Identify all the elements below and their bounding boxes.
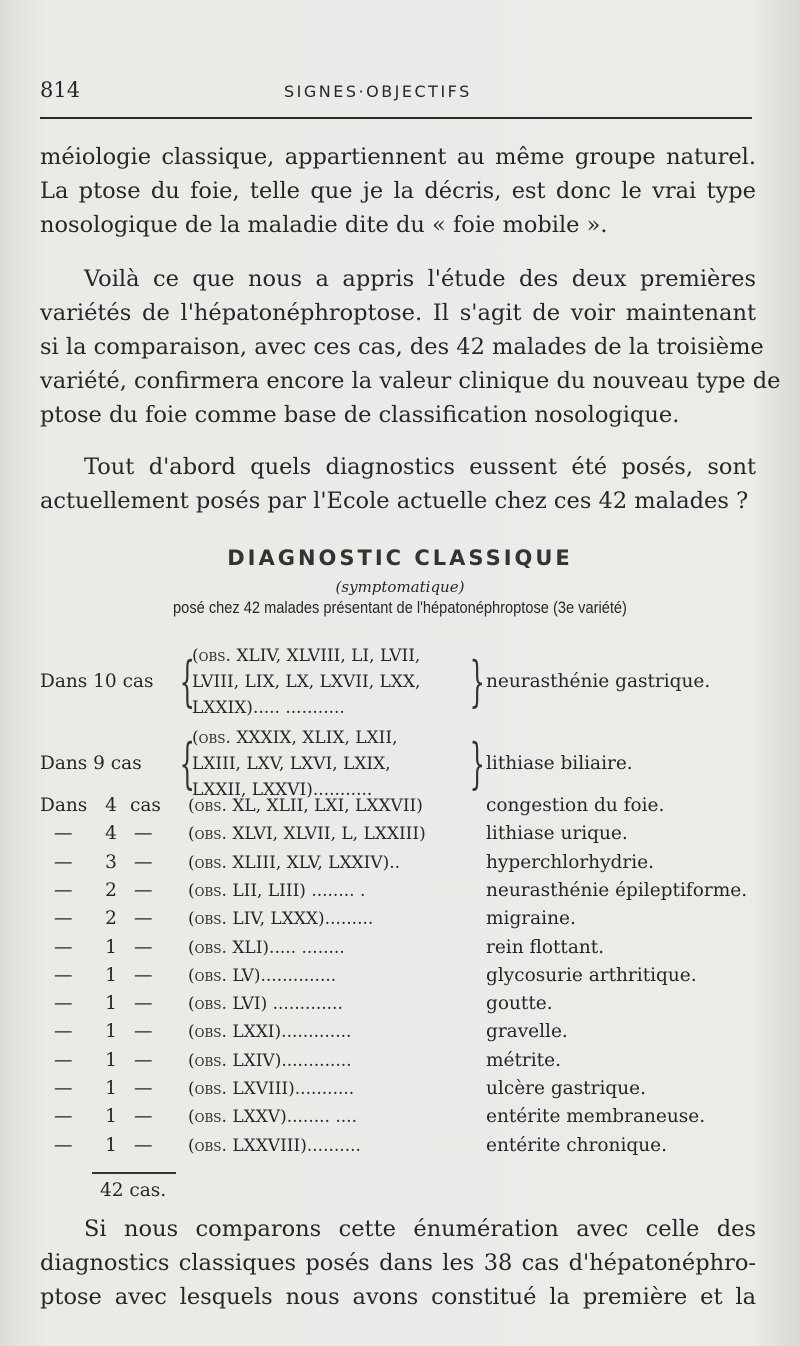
count-prefix: — — [54, 1049, 73, 1071]
obs-line: (obs. XLIV, XLVIII, LI, LVII, — [192, 646, 421, 666]
table-group — [40, 643, 760, 721]
text-line: actuellement posés par l'Ecole actuelle chez ces 42 malades ? — [40, 488, 749, 514]
count-number: 2 — [105, 908, 117, 930]
text-line: variétés de l'hépatonéphroptose. Il s'agit de voir maintenant — [40, 300, 756, 326]
count-prefix: — — [54, 993, 73, 1015]
table-row — [40, 793, 760, 819]
count-prefix: — — [54, 1078, 73, 1099]
count-prefix: — — [54, 908, 73, 930]
table-row — [40, 935, 760, 961]
observations: (obs. LV).............. — [188, 965, 337, 986]
header-rule — [40, 117, 752, 119]
group-label: Dans 10 cas — [40, 671, 154, 692]
table-row — [40, 1104, 760, 1130]
text-line: variété, confirmera encore la valeur clinique du nouveau type de — [40, 368, 781, 394]
obs-line: (obs. XXXIX, XLIX, LXII, — [192, 728, 398, 748]
count-number: 1 — [105, 1134, 117, 1156]
text-line: ptose du foie comme base de classification nosologique. — [40, 402, 680, 428]
count-suffix: — — [134, 936, 153, 958]
count-suffix: — — [134, 1049, 153, 1071]
diagnosis: goutte. — [486, 993, 553, 1015]
group-observations — [192, 725, 474, 803]
paragraph-3 — [40, 450, 756, 518]
count-suffix: — — [134, 908, 153, 930]
count-prefix: — — [54, 1021, 73, 1043]
text-line: méiologie classique, appartiennent au même groupe naturel. — [40, 144, 756, 170]
table-row — [40, 1076, 760, 1102]
table-row — [40, 850, 760, 876]
paragraph-2 — [40, 262, 781, 432]
count-suffix: cas — [130, 795, 161, 816]
text-line: nosologique de la maladie dite du « foie mobile ». — [40, 212, 608, 238]
count-number: 3 — [105, 851, 117, 873]
observations: (obs. LXXVIII).......... — [188, 1135, 361, 1156]
count-prefix: — — [54, 936, 73, 958]
observations: (obs. XLIII, XLV, LXXIV).. — [188, 852, 401, 873]
paragraph-4 — [40, 1212, 756, 1314]
count-number: 1 — [105, 993, 117, 1015]
table-group — [40, 725, 760, 803]
count-number: 1 — [105, 1049, 117, 1071]
diagnosis: ulcère gastrique. — [486, 1078, 646, 1099]
total-rule — [92, 1172, 176, 1174]
table-row — [40, 991, 760, 1017]
count-number: 1 — [105, 1078, 117, 1099]
count-number: 1 — [105, 964, 117, 986]
count-prefix: — — [54, 851, 73, 873]
obs-line: LVIII, LIX, LX, LXVII, LXX, — [192, 672, 421, 692]
diagnosis: métrite. — [486, 1049, 561, 1071]
text-line: Tout d'abord quels diagnostics eussent été posés, sont — [84, 454, 756, 480]
count-number: 4 — [105, 823, 117, 845]
text-line: diagnostics classiques posés dans les 38 cas d'hépatonéphro- — [40, 1250, 756, 1276]
left-brace-icon: { — [179, 732, 195, 795]
running-title: SIGNES·OBJECTIFS — [284, 82, 472, 101]
right-brace-icon: } — [469, 650, 485, 713]
diagnostic-condition: posé chez 42 malades présentant de l'hépatonéphroptose (3e variété) — [173, 598, 627, 617]
count-prefix: — — [54, 879, 73, 901]
diagnosis: rein flottant. — [486, 936, 605, 958]
observations: (obs. LXXV)........ .... — [188, 1107, 357, 1128]
count-prefix: Dans — [40, 795, 88, 816]
count-prefix: — — [54, 1106, 73, 1128]
count-suffix: — — [134, 964, 153, 986]
diagnosis: lithiase urique. — [486, 823, 628, 845]
observations: (obs. LXVIII)........... — [188, 1079, 355, 1099]
table-row — [40, 821, 760, 847]
diagnosis: neurasthénie épileptiforme. — [486, 879, 748, 901]
group-observations — [192, 643, 474, 721]
diagnosis: entérite membraneuse. — [486, 1106, 706, 1128]
total-count: 42 cas. — [100, 1180, 167, 1201]
table-row — [40, 878, 760, 904]
table-row — [40, 1133, 760, 1159]
count-number: 1 — [105, 936, 117, 958]
text-line: La ptose du foie, telle que je la décris, est donc le vrai type — [40, 178, 756, 204]
diagnosis: hyperchlorhydrie. — [486, 851, 654, 873]
count-suffix: — — [134, 1134, 153, 1156]
count-suffix: — — [134, 851, 153, 873]
count-number: 1 — [105, 1106, 117, 1128]
obs-line: LXXII, LXXVI)........... — [192, 780, 373, 800]
count-number: 1 — [105, 1021, 117, 1043]
count-number: 2 — [105, 879, 117, 901]
observations: (obs. LXXI)............. — [188, 1022, 352, 1043]
count-prefix: — — [54, 964, 73, 986]
table-row — [40, 1048, 760, 1074]
left-brace-icon: { — [179, 650, 195, 713]
observations: (obs. LVI) ............. — [188, 994, 343, 1015]
page-header — [40, 78, 752, 104]
observations: (obs. XLVI, XLVII, L, LXXIII) — [188, 824, 426, 845]
diagnosis: glycosurie arthritique. — [486, 964, 697, 986]
diagnosis: migraine. — [486, 908, 576, 930]
observations: (obs. XL, XLII, LXI, LXXVII) — [188, 796, 423, 816]
count-suffix: — — [134, 879, 153, 901]
count-suffix: — — [134, 1106, 153, 1128]
diagnosis: entérite chronique. — [486, 1134, 667, 1156]
diagnosis: congestion du foie. — [486, 795, 665, 816]
diagnosis: gravelle. — [486, 1021, 568, 1043]
observations: (obs. LXIV)............. — [188, 1050, 352, 1071]
obs-line: LXXIX)..... ........... — [192, 698, 345, 718]
count-number: 4 — [105, 795, 117, 816]
group-diagnosis: lithiase biliaire. — [486, 753, 633, 774]
page-number: 814 — [40, 78, 81, 102]
table-row — [40, 1019, 760, 1045]
diagnostic-subtitle: (symptomatique) — [335, 578, 465, 596]
group-diagnosis: neurasthénie gastrique. — [486, 671, 711, 692]
count-prefix: — — [54, 823, 73, 845]
observations: (obs. LIV, LXXX)......... — [188, 909, 374, 930]
count-suffix: — — [134, 1021, 153, 1043]
diagnostic-title: DIAGNOSTIC CLASSIQUE — [227, 546, 573, 570]
text-line: ptose avec lesquels nous avons constitué la première et la — [40, 1284, 756, 1310]
count-suffix: — — [134, 823, 153, 845]
table-row — [40, 906, 760, 932]
text-line: si la comparaison, avec ces cas, des 42 malades de la troisième — [40, 334, 764, 360]
count-suffix: — — [134, 993, 153, 1015]
text-line: Voilà ce que nous a appris l'étude des deux premières — [84, 266, 756, 292]
table-row — [40, 963, 760, 989]
observations: (obs. XLI)..... ........ — [188, 937, 345, 958]
text-line: Si nous comparons cette énumération avec celle des — [84, 1216, 756, 1242]
count-suffix: — — [134, 1078, 153, 1099]
count-prefix: — — [54, 1134, 73, 1156]
obs-line: LXIII, LXV, LXVI, LXIX, — [192, 754, 391, 774]
paragraph-1 — [40, 140, 756, 242]
observations: (obs. LII, LIII) ........ . — [188, 880, 366, 901]
group-label: Dans 9 cas — [40, 753, 142, 774]
right-brace-icon: } — [469, 732, 485, 795]
